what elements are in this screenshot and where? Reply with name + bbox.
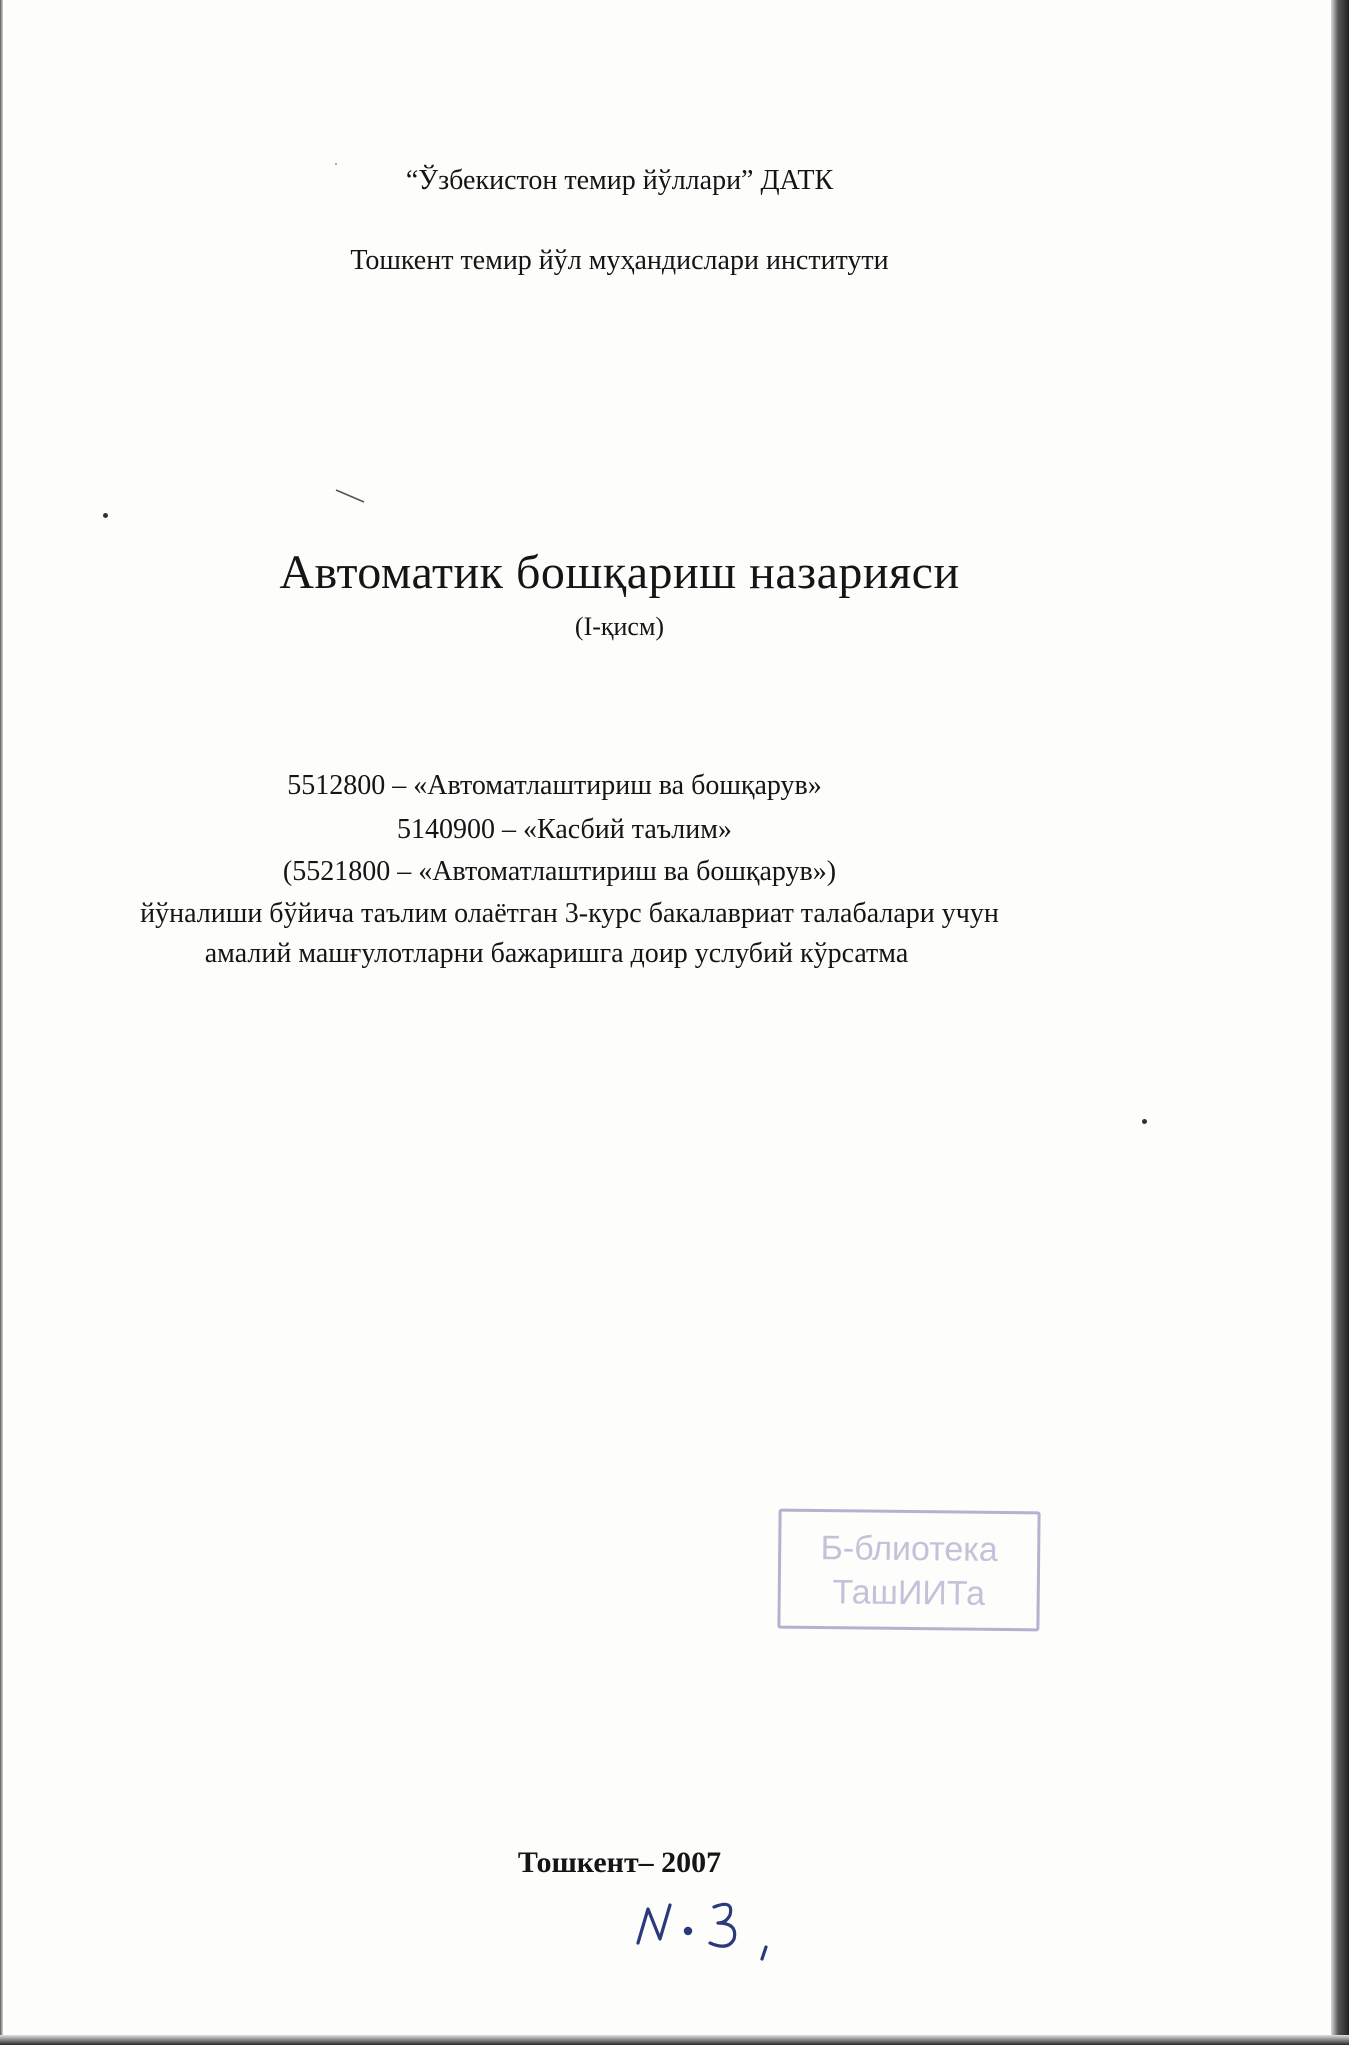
specialty-line: 5140900 – «Касбий таълим»: [397, 814, 732, 845]
institute-name: Тошкент темир йўл муҳандислари институти: [350, 245, 889, 276]
stamp-line: ТашИИТа: [832, 1573, 986, 1613]
description-line: йўналиши бўйича таълим олаётган 3-курс бакалавриат талабалари учун: [140, 898, 999, 929]
scan-bottom-edge: [0, 2035, 1349, 2045]
specialty-line: 5512800 – «Автоматлаштириш ва бошқарув»: [287, 770, 822, 801]
stamp-line: Б-блиотека: [820, 1529, 999, 1569]
specialty-line: (5521800 – «Автоматлаштириш ва бошқарув»): [282, 856, 837, 887]
document-part: (I-қисм): [574, 612, 665, 641]
description-line: амалий машғулотларни бажаришга доир услубий кўрсатма: [204, 938, 909, 969]
document-title: Автоматик бошқариш назарияси: [279, 546, 960, 599]
scan-speck: [335, 163, 337, 165]
place-and-year: Тошкент– 2007: [517, 1846, 722, 1879]
scan-right-edge: [1331, 0, 1349, 2045]
scan-left-edge: [0, 0, 3, 2045]
organization-name: “Ўзбекистон темир йўллари” ДАТК: [405, 165, 834, 196]
library-stamp: [777, 1509, 1040, 1632]
scan-scratch: [334, 488, 370, 504]
scan-speck: [1142, 1119, 1147, 1124]
handwritten-note: [630, 1893, 810, 1963]
scan-speck: [103, 513, 108, 518]
